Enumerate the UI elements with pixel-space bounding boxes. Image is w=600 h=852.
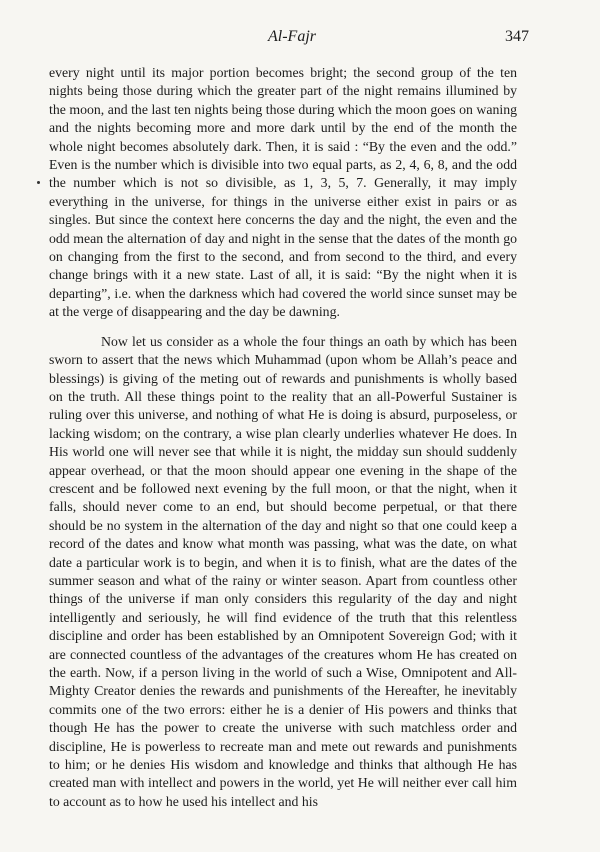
running-title: Al-Fajr	[268, 28, 316, 45]
paragraph-2: Now let us consider as a whole the four things an oath by which has been sworn to assert that the news which Muhammad (upon whom be Allah’s peace and blessings) is giving of the meting out of rewards and punishments is wholly based on the truth. All these things point to the reality that an all-Powerful Sustainer is ruling over this universe, and nothing of what He is doing is absurd, purposeless, or lacking wisdom; on the contrary, a wise plan clearly underlies whatever He does. In His world one will never see that while it is night, the midday sun should suddenly appear overhead, or that the moon should appear one evening in the shape of the crescent and be followed next evening by the full moon, or that the night, when it falls, should never come to an end, but should become perpetual, or that there should be no system in the alternation of the day and night so that one could keep a record of the dates and know what month was passing, what was the date, on what date a particular work is to begin, and when it is to finish, what are the dates of the summer season and what of the rainy or winter season. Apart from countless other things of the universe if man only considers this regularity of the day and night intelligently and seriously, he will find evidence of the truth that this relentless discipline and order has been established by an Omnipotent Sovereign God; with it are connected countless of the advantages of the creatures whom He has created on the earth. Now, if a person living in the world of such a Wise, Omnipotent and All-Mighty Creator denies the rewards and punishments of the Hereafter, he inevitably commits one of the two errors: either he is a denier of His powers and thinks that though He has the power to create the universe with such matchless order and discipline, He is powerless to recreate man and mete out rewards and punishments to him; or he denies His wisdom and knowledge and thinks that although He has created man with intellect and powers in the world, yet He will neither ever call him to account as to how he used his intellect and his	[49, 333, 517, 809]
page-number: 347	[505, 28, 529, 45]
body-text	[49, 64, 517, 811]
paragraph-1: every night until its major portion becomes bright; the second group of the ten nights being those during which the greater part of the night remains illumined by the moon, and the last ten nights being those during which the moon goes on waning and the nights becoming more and more dark until by the end of the month the whole night becomes absolutely dark. Then, it is said : “By the even and the odd.” Even is the number which is divisible into two equal parts, as 2, 4, 6, 8, and the odd the number which is not so divisible, as 1, 3, 5, 7. Generally, it may imply everything in the universe, for things in the universe either exist in pairs or as singles. But since the context here concerns the day and the night, the even and the odd mean the alternation of day and night in the sense that the dates of the month go on changing from the first to the second, and from second to the third, and every change brings with it a new state. Last of all, it is said: “By the night when it is departing”, i.e. when the darkness which had covered the world since sunset may be at the verge of disappearing and the day be dawning.	[49, 65, 517, 320]
running-head	[0, 28, 600, 52]
margin-dot-mark	[37, 181, 40, 184]
